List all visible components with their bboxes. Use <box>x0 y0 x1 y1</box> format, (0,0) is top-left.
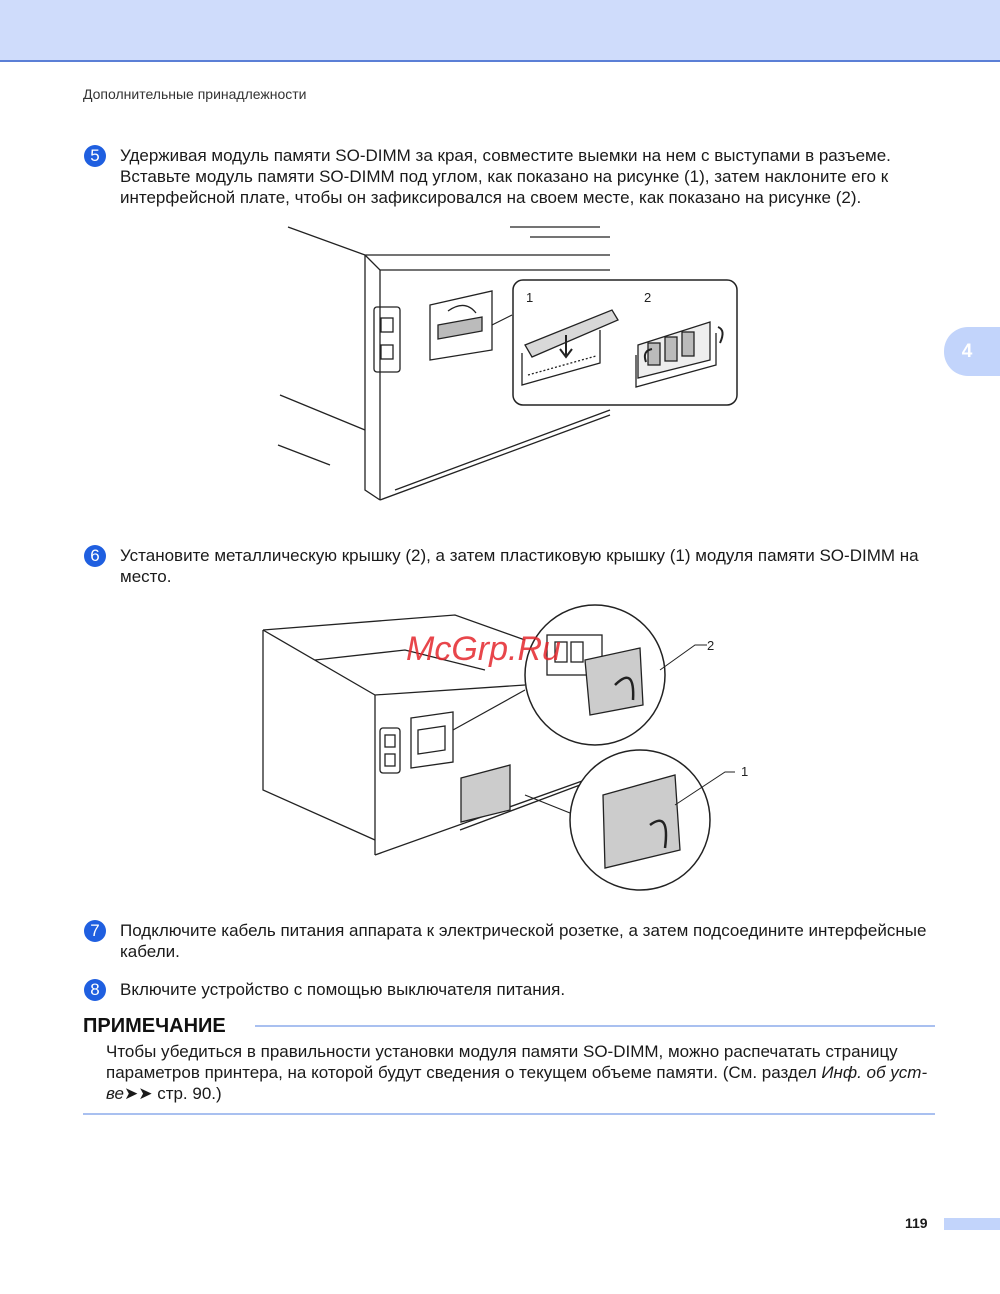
figure-sodimm-insert <box>270 215 750 510</box>
running-header: Дополнительные принадлежности <box>83 86 307 102</box>
step-7 <box>84 920 944 962</box>
note-text: Чтобы убедиться в правильности установки модуля памяти SO-DIMM, можно распечатать страницу параметров принтера, на которой будут сведения о текущем объеме памяти. (См. раздел <box>106 1042 898 1082</box>
step-number: 5 <box>84 145 106 167</box>
step-number: 7 <box>84 920 106 942</box>
step-text: Включите устройство с помощью выключателя питания. <box>120 980 566 999</box>
step-text: Удерживая модуль памяти SO-DIMM за края, совместите выемки на нем с выступами в разъеме. Вставьте модуль памяти SO-DIMM под углом, как показано на рисунке (1), затем наклоните его к интерфейсной плате, чтобы он зафиксировался на своем месте, как показано на рисунке (2). <box>120 146 891 207</box>
step-number: 6 <box>84 545 106 567</box>
watermark: McGrp.Ru <box>406 630 561 668</box>
step-text: Установите металлическую крышку (2), а затем пластиковую крышку (1) модуля памяти SO-DIMM на место. <box>120 546 919 586</box>
note-title: ПРИМЕЧАНИЕ <box>83 1015 226 1037</box>
chapter-tab <box>944 327 1000 376</box>
note-header <box>83 1015 935 1039</box>
step-6 <box>84 545 944 587</box>
note-body <box>106 1041 936 1104</box>
top-band <box>0 0 1000 62</box>
note-bottom-rule <box>83 1113 935 1115</box>
step-number: 8 <box>84 979 106 1001</box>
step-5 <box>84 145 944 208</box>
note-link[interactable]: Инф. об уст-ве <box>106 1063 928 1103</box>
note-text-end: стр. 90.) <box>152 1084 222 1103</box>
note-top-rule <box>255 1025 935 1027</box>
figure1-label-2: 2 <box>644 290 652 305</box>
double-arrow-icon: ➤➤ <box>123 1084 153 1103</box>
page-number: 119 <box>905 1215 928 1231</box>
step-text: Подключите кабель питания аппарата к электрической розетке, а затем подсоедините интерфейсные кабели. <box>120 921 927 961</box>
figure1-label-1: 1 <box>526 290 534 305</box>
chapter-number: 4 <box>961 340 973 362</box>
page-number-bar <box>944 1218 1000 1230</box>
figure2-label-1: 1 <box>741 764 749 779</box>
step-8 <box>84 979 944 1000</box>
figure2-label-2: 2 <box>707 638 715 653</box>
